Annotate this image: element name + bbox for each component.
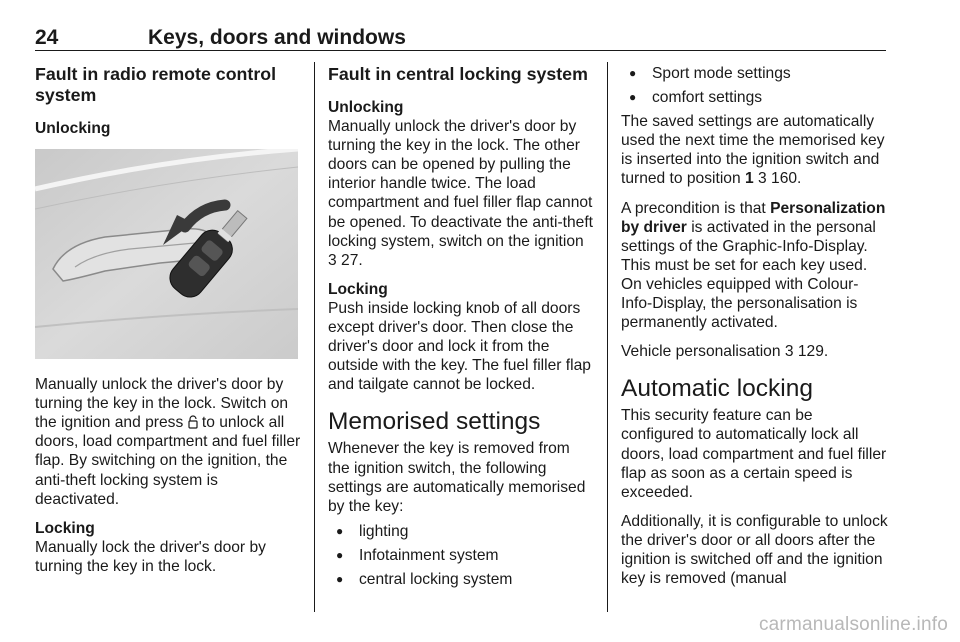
subsection-heading: Unlocking xyxy=(328,99,404,116)
list-item: ● lighting xyxy=(328,522,593,541)
list-item: ● comfort settings xyxy=(621,88,889,107)
column-divider xyxy=(607,62,608,612)
body-text: A precondition is that Personalization by driver is activated in the personal settings of the Graphic-Info-Display. This must be set for each key used. On vehicles equipped with Colour-Info-Display, the personalisation is permanently activated. xyxy=(621,199,886,332)
body-text: Whenever the key is removed from the ignition switch, the following settings are automatically memorised by the key: xyxy=(328,440,586,515)
list-item: ● central locking system xyxy=(328,570,593,589)
body-text: Manually unlock the driver's door by turning the key in the lock. The other doors can be opened by pulling the interior handle twice. The load compartment and fuel filler flap cannot be opened. To deactivate the anti-theft locking system, switch on the ignition 3 27. xyxy=(328,118,594,269)
subsection-heading: Locking xyxy=(328,280,388,298)
body-text: Push inside locking knob of all doors except driver's door. Then close the driver's door and lock it from the outside with the key. The fuel filler flap and tailgate cannot be locked. xyxy=(328,299,591,394)
body-text: Vehicle personalisation 3 129. xyxy=(621,343,829,361)
section-heading: Fault in radio remote control system xyxy=(35,64,277,105)
cross-reference-icon: 3 xyxy=(328,251,337,269)
body-text: The saved settings are automatically used the next time the memorised key is inserted into the ignition switch and turned to position 1 3 160. xyxy=(621,113,885,188)
cross-reference-icon: 3 xyxy=(784,343,794,361)
body-text: Manually unlock the driver's door by turning the key in the lock. Switch on the ignition and press to unlock all doors, load compartment and fuel filler flap. By switching on the ignition, the anti-theft locking system is deactivated. xyxy=(35,376,301,508)
section-heading: Fault in central locking system xyxy=(328,64,588,84)
list-item: ● Sport mode settings xyxy=(621,64,889,83)
column-divider xyxy=(314,62,315,612)
settings-list xyxy=(328,522,593,589)
page-reference[interactable]: 129. xyxy=(797,343,829,361)
section-title: Automatic locking xyxy=(621,375,814,403)
unlock-icon xyxy=(188,415,198,429)
chapter-title: Keys, doors and windows xyxy=(148,26,406,49)
settings-list-continued xyxy=(621,64,889,107)
site-watermark: carmanualsonline.info xyxy=(758,614,948,635)
page-reference[interactable]: 160. xyxy=(771,170,802,188)
column-3 xyxy=(621,64,889,598)
subsection-heading: Locking xyxy=(35,519,95,537)
menu-setting-name: Personalization by driver xyxy=(621,199,886,236)
page-header xyxy=(35,24,886,51)
body-text: Additionally, it is configurable to unlock the driver's door or all doors after the ignition is switched off and the ignition key is removed (manual xyxy=(621,512,888,588)
body-text: Manually lock the driver's door by turning the key in the lock. xyxy=(35,538,266,575)
body-text: This security feature can be configured to automatically lock all doors, load compartment and fuel filler flap as soon as a certain speed is exceeded. xyxy=(621,407,887,501)
page-reference[interactable]: 27. xyxy=(341,251,363,269)
section-title: Memorised settings xyxy=(328,408,541,436)
list-item: ● Infotainment system xyxy=(328,546,593,565)
cross-reference-icon: 3 xyxy=(758,170,767,188)
subsection-heading: Unlocking xyxy=(35,120,111,137)
column-1 xyxy=(35,64,303,586)
door-handle-key-illustration xyxy=(35,149,298,359)
page-number: 24 xyxy=(35,26,59,49)
column-2 xyxy=(328,64,593,594)
